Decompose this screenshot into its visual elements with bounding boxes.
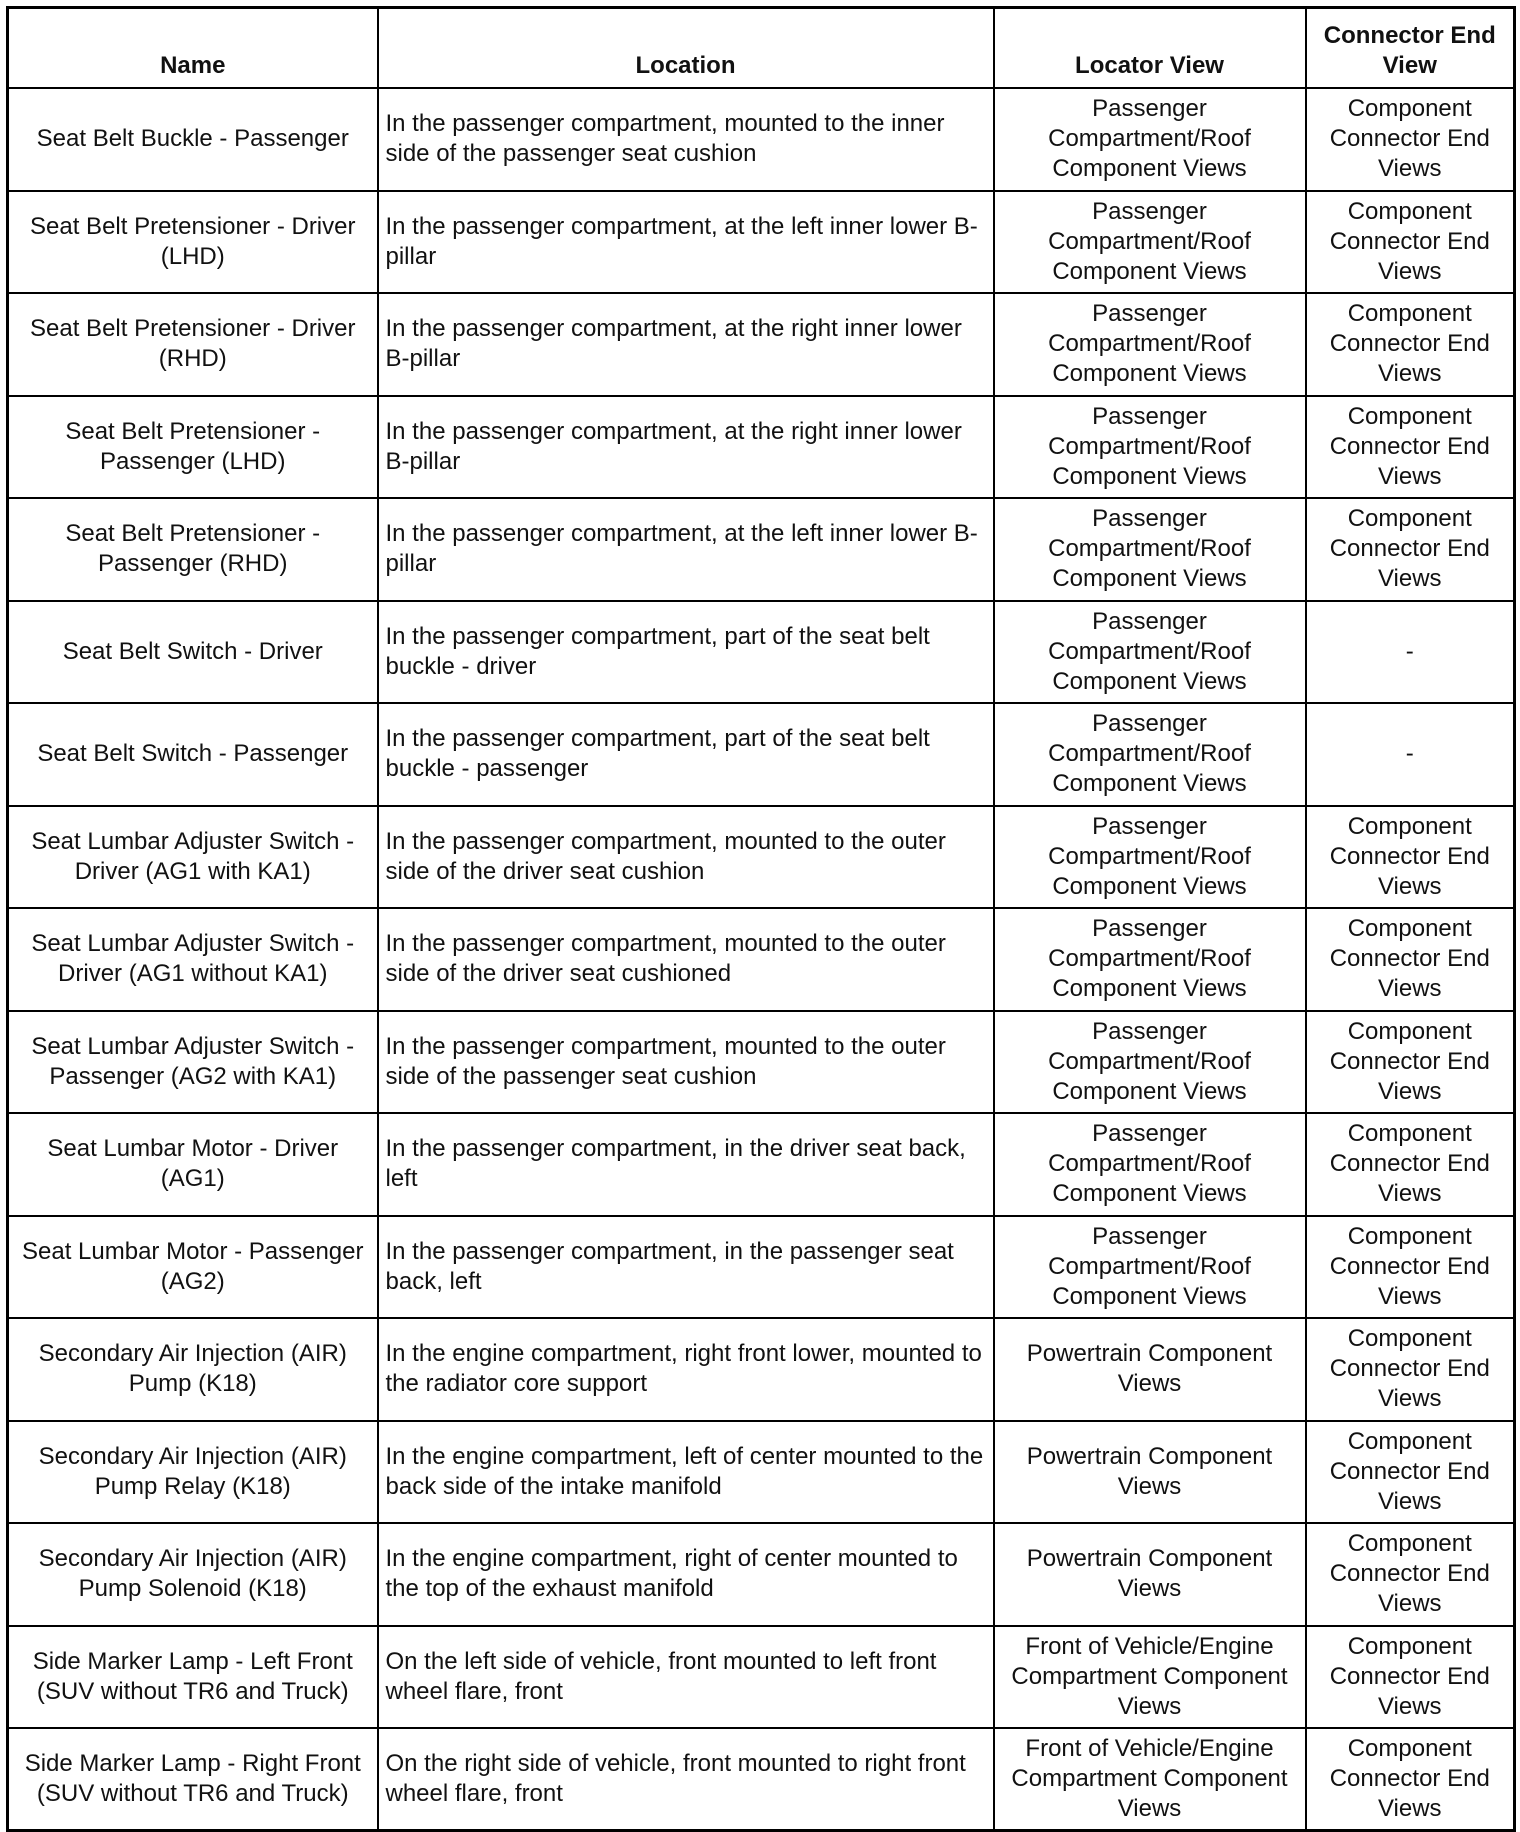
table-row — [8, 1523, 1515, 1626]
cell-connector-end-view: Component Connector End Views — [1306, 293, 1515, 396]
cell-location: In the passenger compartment, at the right inner lower B-pillar — [378, 396, 994, 499]
table-row — [8, 1421, 1515, 1524]
cell-name: Seat Belt Pretensioner - Passenger (RHD) — [8, 498, 378, 601]
cell-locator-view: Passenger Compartment/Roof Component Views — [994, 1216, 1306, 1319]
cell-name: Secondary Air Injection (AIR) Pump Solenoid (K18) — [8, 1523, 378, 1626]
table-row — [8, 1011, 1515, 1114]
cell-locator-view: Powertrain Component Views — [994, 1318, 1306, 1421]
cell-locator-view: Powertrain Component Views — [994, 1523, 1306, 1626]
cell-location: In the passenger compartment, at the left inner lower B-pillar — [378, 498, 994, 601]
cell-connector-end-view: Component Connector End Views — [1306, 1113, 1515, 1216]
cell-location: In the passenger compartment, mounted to the outer side of the passenger seat cushion — [378, 1011, 994, 1114]
cell-location: In the passenger compartment, mounted to the inner side of the passenger seat cushion — [378, 88, 994, 191]
cell-connector-end-view: Component Connector End Views — [1306, 191, 1515, 294]
cell-name: Seat Lumbar Adjuster Switch - Driver (AG1 with KA1) — [8, 806, 378, 909]
cell-connector-end-view: Component Connector End Views — [1306, 908, 1515, 1011]
cell-locator-view: Front of Vehicle/Engine Compartment Component Views — [994, 1728, 1306, 1831]
cell-connector-end-view: Component Connector End Views — [1306, 396, 1515, 499]
table-row — [8, 88, 1515, 191]
table-row — [8, 293, 1515, 396]
cell-locator-view: Passenger Compartment/Roof Component Views — [994, 88, 1306, 191]
cell-locator-view: Passenger Compartment/Roof Component Views — [994, 1011, 1306, 1114]
cell-connector-end-view: Component Connector End Views — [1306, 88, 1515, 191]
cell-connector-end-view: Component Connector End Views — [1306, 1523, 1515, 1626]
cell-locator-view: Passenger Compartment/Roof Component Views — [994, 396, 1306, 499]
cell-name: Seat Lumbar Adjuster Switch - Passenger (AG2 with KA1) — [8, 1011, 378, 1114]
cell-locator-view: Front of Vehicle/Engine Compartment Component Views — [994, 1626, 1306, 1729]
cell-location: In the passenger compartment, part of the seat belt buckle - passenger — [378, 703, 994, 806]
cell-connector-end-view: Component Connector End Views — [1306, 1318, 1515, 1421]
table-row — [8, 498, 1515, 601]
header-locator-view: Locator View — [994, 8, 1306, 89]
cell-locator-view: Passenger Compartment/Roof Component Views — [994, 498, 1306, 601]
cell-location: In the passenger compartment, in the driver seat back, left — [378, 1113, 994, 1216]
cell-locator-view: Powertrain Component Views — [994, 1421, 1306, 1524]
cell-locator-view: Passenger Compartment/Roof Component Views — [994, 806, 1306, 909]
component-locator-table — [6, 6, 1516, 1832]
cell-name: Seat Lumbar Motor - Passenger (AG2) — [8, 1216, 378, 1319]
cell-connector-end-view: Component Connector End Views — [1306, 1626, 1515, 1729]
cell-connector-end-view: Component Connector End Views — [1306, 1421, 1515, 1524]
cell-location: In the engine compartment, right of center mounted to the top of the exhaust manifold — [378, 1523, 994, 1626]
cell-name: Secondary Air Injection (AIR) Pump Relay (K18) — [8, 1421, 378, 1524]
cell-name: Secondary Air Injection (AIR) Pump (K18) — [8, 1318, 378, 1421]
header-location: Location — [378, 8, 994, 89]
table-body — [8, 88, 1515, 1831]
cell-locator-view: Passenger Compartment/Roof Component Views — [994, 908, 1306, 1011]
cell-connector-end-view: Component Connector End Views — [1306, 1728, 1515, 1831]
cell-location: In the passenger compartment, at the right inner lower B-pillar — [378, 293, 994, 396]
cell-locator-view: Passenger Compartment/Roof Component Views — [994, 601, 1306, 704]
cell-location: In the passenger compartment, part of the seat belt buckle - driver — [378, 601, 994, 704]
cell-location: In the engine compartment, left of center mounted to the back side of the intake manifold — [378, 1421, 994, 1524]
cell-location: In the passenger compartment, mounted to the outer side of the driver seat cushioned — [378, 908, 994, 1011]
cell-name: Side Marker Lamp - Left Front (SUV without TR6 and Truck) — [8, 1626, 378, 1729]
table-header-row — [8, 8, 1515, 89]
cell-name: Seat Belt Pretensioner - Passenger (LHD) — [8, 396, 378, 499]
cell-connector-end-view: - — [1306, 601, 1515, 704]
cell-connector-end-view: Component Connector End Views — [1306, 1011, 1515, 1114]
cell-location: In the passenger compartment, mounted to the outer side of the driver seat cushion — [378, 806, 994, 909]
cell-location: On the right side of vehicle, front mounted to right front wheel flare, front — [378, 1728, 994, 1831]
cell-name: Seat Belt Buckle - Passenger — [8, 88, 378, 191]
cell-locator-view: Passenger Compartment/Roof Component Views — [994, 1113, 1306, 1216]
cell-locator-view: Passenger Compartment/Roof Component Views — [994, 703, 1306, 806]
cell-connector-end-view: Component Connector End Views — [1306, 498, 1515, 601]
cell-name: Seat Lumbar Motor - Driver (AG1) — [8, 1113, 378, 1216]
table-row — [8, 1216, 1515, 1319]
table-row — [8, 396, 1515, 499]
header-name: Name — [8, 8, 378, 89]
cell-name: Seat Belt Switch - Driver — [8, 601, 378, 704]
cell-connector-end-view: Component Connector End Views — [1306, 1216, 1515, 1319]
table-row — [8, 703, 1515, 806]
cell-locator-view: Passenger Compartment/Roof Component Views — [994, 191, 1306, 294]
table-row — [8, 1728, 1515, 1831]
table-row — [8, 806, 1515, 909]
cell-location: In the engine compartment, right front lower, mounted to the radiator core support — [378, 1318, 994, 1421]
cell-connector-end-view: - — [1306, 703, 1515, 806]
table-row — [8, 1113, 1515, 1216]
cell-locator-view: Passenger Compartment/Roof Component Views — [994, 293, 1306, 396]
cell-name: Seat Belt Pretensioner - Driver (RHD) — [8, 293, 378, 396]
table-row — [8, 601, 1515, 704]
table-row — [8, 1626, 1515, 1729]
cell-location: In the passenger compartment, at the left inner lower B-pillar — [378, 191, 994, 294]
component-locator-table-wrapper — [6, 6, 1513, 1832]
cell-name: Seat Belt Pretensioner - Driver (LHD) — [8, 191, 378, 294]
cell-location: In the passenger compartment, in the passenger seat back, left — [378, 1216, 994, 1319]
cell-connector-end-view: Component Connector End Views — [1306, 806, 1515, 909]
table-row — [8, 1318, 1515, 1421]
cell-name: Seat Belt Switch - Passenger — [8, 703, 378, 806]
header-connector-end-view: Connector End View — [1306, 8, 1515, 89]
table-row — [8, 908, 1515, 1011]
cell-name: Side Marker Lamp - Right Front (SUV without TR6 and Truck) — [8, 1728, 378, 1831]
cell-location: On the left side of vehicle, front mounted to left front wheel flare, front — [378, 1626, 994, 1729]
cell-name: Seat Lumbar Adjuster Switch - Driver (AG1 without KA1) — [8, 908, 378, 1011]
table-row — [8, 191, 1515, 294]
